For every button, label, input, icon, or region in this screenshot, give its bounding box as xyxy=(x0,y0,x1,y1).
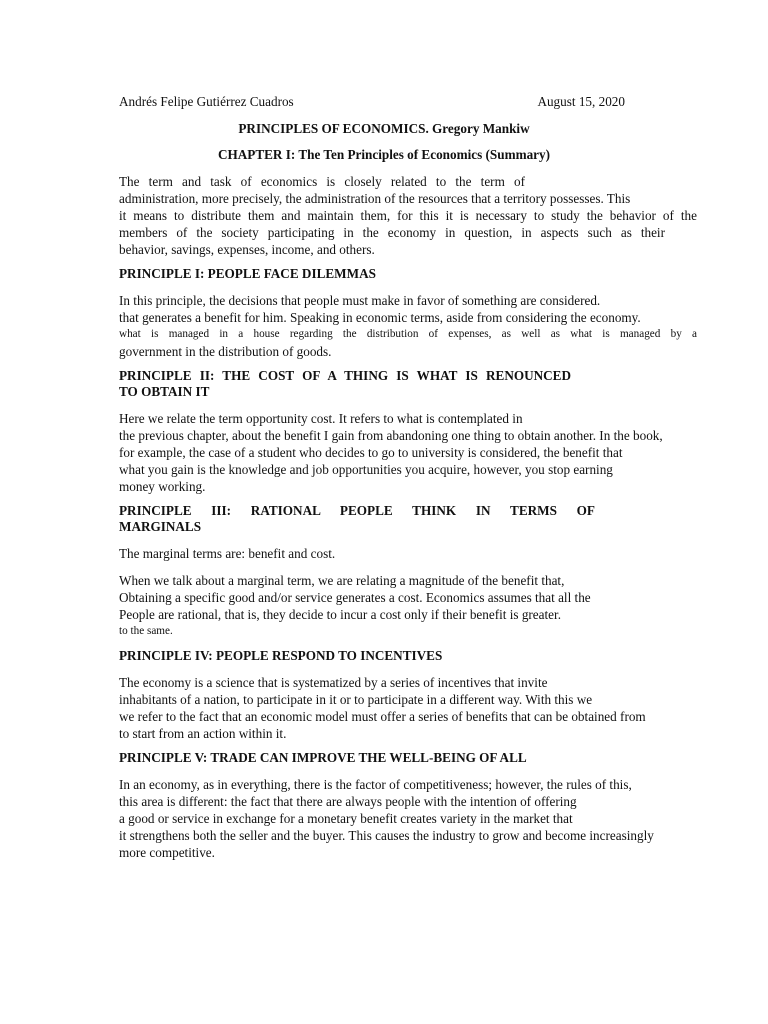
text-line: it strengthens both the seller and the buyer. This causes the industry to grow and become increasingly xyxy=(119,828,654,843)
principle-5-heading: PRINCIPLE V: TRADE CAN IMPROVE THE WELL-BEING OF ALL xyxy=(119,750,527,765)
document-title: PRINCIPLES OF ECONOMICS. Gregory Mankiw xyxy=(238,121,530,136)
document-date: August 15, 2020 xyxy=(537,94,625,109)
text-line: more competitive. xyxy=(119,845,215,860)
text-line: Obtaining a specific good and/or service generates a cost. Economics assumes that all the xyxy=(119,590,591,605)
text-line: Here we relate the term opportunity cost. It refers to what is contemplated in xyxy=(119,411,523,426)
text-line: what you gain is the knowledge and job opportunities you acquire, however, you stop earning xyxy=(119,462,613,477)
text-line: to the same. xyxy=(119,625,173,637)
text-line: The economy is a science that is systematized by a series of incentives that invite xyxy=(119,675,548,690)
text-line: for example, the case of a student who decides to go to university is considered, the benefit that xyxy=(119,445,623,460)
principle-4-heading: PRINCIPLE IV: PEOPLE RESPOND TO INCENTIVES xyxy=(119,648,443,663)
text-line: When we talk about a marginal term, we are relating a magnitude of the benefit that, xyxy=(119,573,565,588)
principle-1-heading: PRINCIPLE I: PEOPLE FACE DILEMMAS xyxy=(119,266,376,281)
text-line: People are rational, that is, they decide to incur a cost only if their benefit is greater. xyxy=(119,607,561,622)
text-line: that generates a benefit for him. Speaking in economic terms, aside from considering the economy. xyxy=(119,310,641,325)
text-line: what is managed in a house regarding the distribution of expenses, as well as what is managed by a xyxy=(119,328,697,340)
text-line: The term and task of economics is closely related to the term of xyxy=(119,174,525,189)
heading-line: PRINCIPLE II: THE COST OF A THING IS WHAT IS RENOUNCED xyxy=(119,368,571,383)
text-line: to start from an action within it. xyxy=(119,726,287,741)
author-name: Andrés Felipe Gutiérrez Cuadros xyxy=(119,94,294,109)
text-line: we refer to the fact that an economic model must offer a series of benefits that can be obtained from xyxy=(119,709,646,724)
text-line: inhabitants of a nation, to participate in it or to participate in a different way. With this we xyxy=(119,692,593,707)
text-line: In this principle, the decisions that people must make in favor of something are considered. xyxy=(119,293,601,308)
text-line: administration, more precisely, the administration of the resources that a territory possesses. This xyxy=(119,191,631,206)
document-header xyxy=(119,94,625,110)
heading-line: TO OBTAIN IT xyxy=(119,384,210,399)
heading-line: PRINCIPLE III: RATIONAL PEOPLE THINK IN TERMS OF xyxy=(119,503,595,518)
text-line: In an economy, as in everything, there is the factor of competitiveness; however, the rules of this, xyxy=(119,777,632,792)
principle-1-paragraph xyxy=(119,292,697,360)
chapter-title: CHAPTER I: The Ten Principles of Economics (Summary) xyxy=(217,147,551,162)
text-line: money working. xyxy=(119,479,206,494)
text-line: the previous chapter, about the benefit I gain from abandoning one thing to obtain another. In the book, xyxy=(119,428,663,443)
principle-3-paragraph xyxy=(119,572,697,640)
principle-5-paragraph xyxy=(119,776,697,861)
principle-3-heading xyxy=(119,503,697,535)
text-line: a good or service in exchange for a monetary benefit creates variety in the market that xyxy=(119,811,573,826)
heading-line: MARGINALS xyxy=(119,519,202,534)
text-line: behavior, savings, expenses, income, and others. xyxy=(119,242,375,257)
document-body xyxy=(119,173,697,861)
principle-2-heading xyxy=(119,368,697,400)
text-line: members of the society participating in the economy in question, in aspects such as their xyxy=(119,225,665,240)
text-line: The marginal terms are: benefit and cost. xyxy=(119,546,336,561)
intro-paragraph xyxy=(119,173,697,258)
text-line: this area is different: the fact that there are always people with the intention of offering xyxy=(119,794,577,809)
text-line: government in the distribution of goods. xyxy=(119,344,332,359)
principle-3-intro xyxy=(119,545,697,562)
text-line: it means to distribute them and maintain them, for this it is necessary to study the behavior of the xyxy=(119,208,697,223)
principle-2-paragraph xyxy=(119,410,697,495)
principle-4-paragraph xyxy=(119,674,697,742)
